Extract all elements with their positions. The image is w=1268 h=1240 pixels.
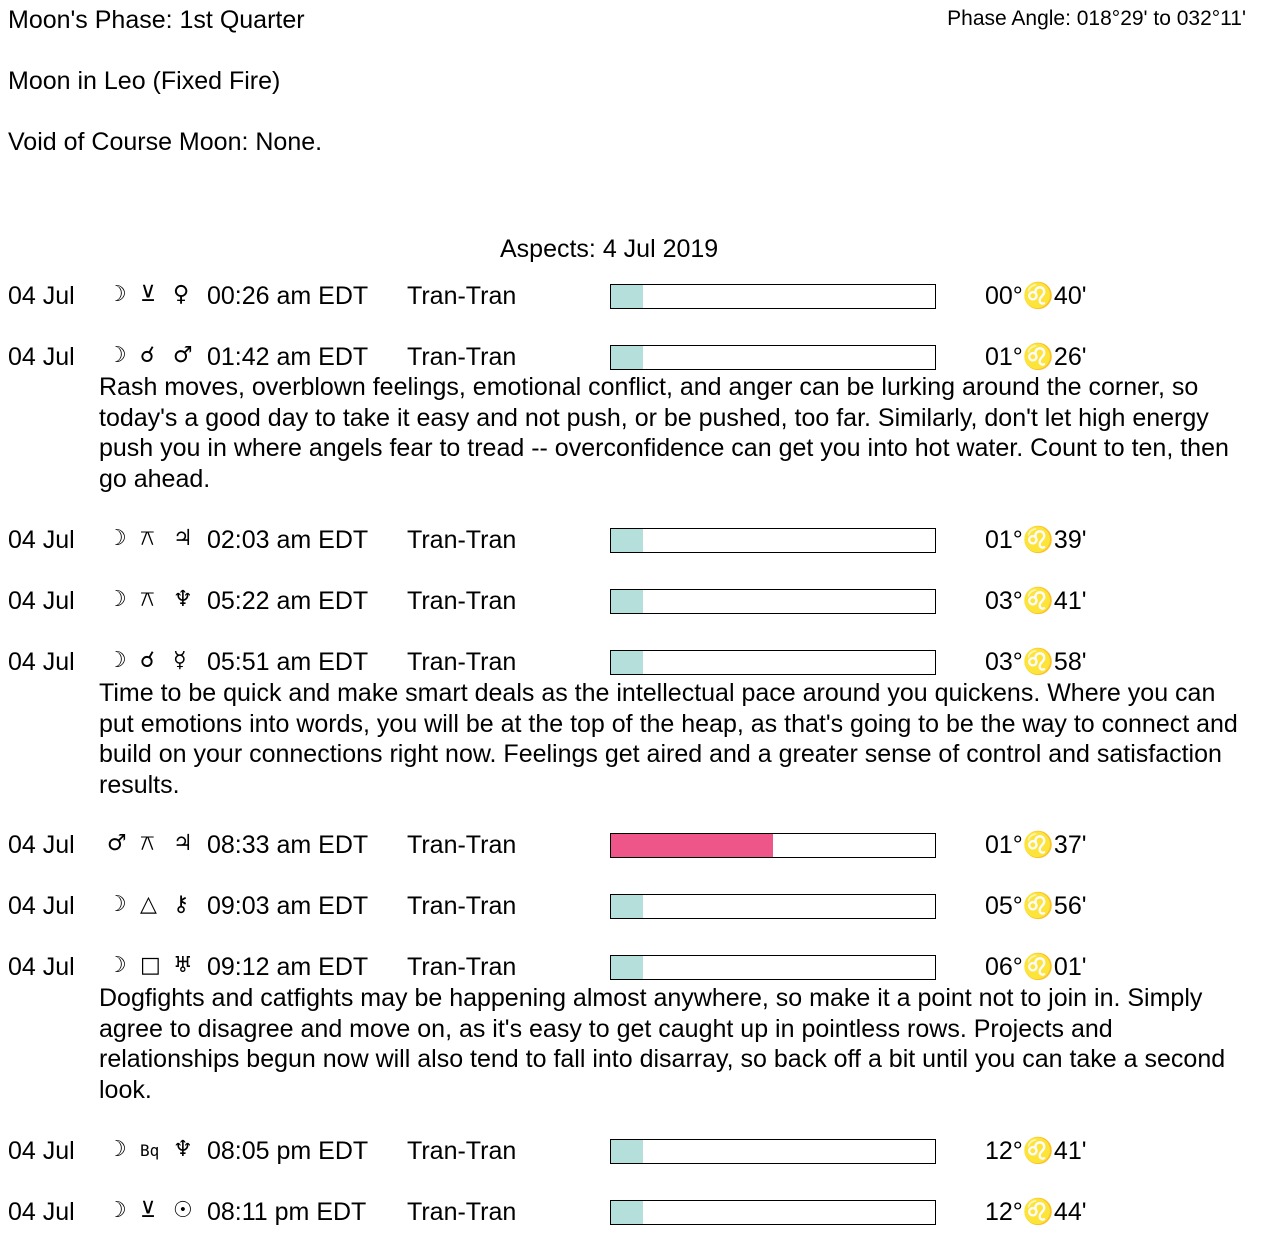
phase-angle-label: Phase Angle: 018°29' to 032°11' [947,7,1246,30]
aspect-position: 03°♌58' [985,648,1087,676]
strength-bar [610,1139,936,1164]
moon-sign-label: Moon in Leo (Fixed Fire) [8,67,281,95]
aspect-time: 01:42 am EDT [207,343,369,371]
aspect-position: 12°♌41' [985,1137,1087,1165]
aspect-position: 12°♌44' [985,1198,1087,1226]
aspect-glyphs [107,1139,206,1161]
aspect-row [0,894,1268,924]
aspect-time: 05:51 am EDT [207,648,369,676]
moon-icon: ☽ [107,1198,127,1223]
aspect-position: 06°♌01' [985,953,1087,981]
mars-icon: ♂ [107,831,127,856]
aspect-time: 05:22 am EDT [207,587,369,615]
aspect-glyphs [107,345,206,367]
aspect-description: Rash moves, overblown feelings, emotional conflict, and anger can be lurking around the corner, so today's a good day to take it easy and not push, or be pushed, too far. Similarly, don't let high energy push you in where angels fear to tread -- overconfidence can get you into hot water. Count to ten, then go ahead. [99,373,1229,493]
aspect-type: Tran-Tran [407,831,517,859]
aspect-glyphs [107,955,206,977]
strength-bar [610,284,936,309]
aspect-position: 01°♌37' [985,831,1087,859]
aspect-position: 01°♌39' [985,526,1087,554]
aspect-date: 04 Jul [8,892,75,920]
aspect-time: 08:33 am EDT [207,831,369,859]
aspect-glyphs [107,833,206,855]
aspect-time: 08:11 pm EDT [207,1198,367,1226]
aspect-date: 04 Jul [8,587,75,615]
chiron-icon: ⚷ [173,892,190,917]
strength-bar-fill [611,1140,643,1163]
aspect-type: Tran-Tran [407,1137,517,1165]
jupiter-icon: ♃ [173,831,193,856]
conjunction-icon: ☌ [140,648,155,673]
aspect-glyphs [107,528,206,550]
mars-icon: ♂ [173,343,193,368]
aspect-position: 05°♌56' [985,892,1087,920]
jupiter-icon: ♃ [173,526,193,551]
aspect-row [0,589,1268,619]
moon-phase-label: Moon's Phase: 1st Quarter [8,6,305,34]
venus-icon: ♀ [173,282,190,307]
aspect-time: 02:03 am EDT [207,526,369,554]
sun-icon: ☉ [173,1198,193,1223]
quincunx-icon: ⚻ [140,526,155,551]
strength-bar-fill [611,529,643,552]
mercury-icon: ☿ [173,648,187,673]
moon-icon: ☽ [107,526,127,551]
strength-bar-fill [611,1201,643,1224]
strength-bar-fill [611,651,643,674]
aspect-glyphs [107,894,206,916]
strength-bar-fill [611,834,773,857]
moon-icon: ☽ [107,343,127,368]
strength-bar [610,1200,936,1225]
uranus-icon: ♅ [173,953,193,978]
moon-icon: ☽ [107,587,127,612]
aspect-type: Tran-Tran [407,526,517,554]
strength-bar [610,345,936,370]
aspect-type: Tran-Tran [407,1198,517,1226]
moon-icon: ☽ [107,648,127,673]
aspect-row [0,833,1268,863]
aspect-time: 09:12 am EDT [207,953,369,981]
aspect-time: 08:05 pm EDT [207,1137,369,1165]
aspect-type: Tran-Tran [407,953,517,981]
strength-bar [610,833,936,858]
strength-bar-fill [611,346,643,369]
strength-bar-fill [611,590,643,613]
aspect-date: 04 Jul [8,648,75,676]
aspect-row [0,528,1268,558]
aspect-row [0,1139,1268,1169]
aspect-glyphs [107,589,206,611]
aspect-date: 04 Jul [8,343,75,371]
trine-icon: △ [140,892,157,917]
conjunction-icon: ☌ [140,343,155,368]
aspect-description: Time to be quick and make smart deals as the intellectual pace around you quickens. Where you can put emotions into words, you will be at the top of the heap, as that's going to be the way to connect and build on your connections right now. Feelings get aired and a greater sense of control and satisfaction results. [99,679,1238,799]
quincunx-icon: ⚻ [140,831,155,856]
neptune-icon: ♆ [173,587,193,612]
void-of-course-label: Void of Course Moon: None. [8,128,323,156]
aspect-row [0,955,1268,985]
aspect-date: 04 Jul [8,953,75,981]
semisextile-icon: ⊻ [140,282,157,307]
aspect-row [0,1200,1268,1230]
aspect-date: 04 Jul [8,831,75,859]
moon-icon: ☽ [107,892,127,917]
aspect-date: 04 Jul [8,282,75,310]
aspect-position: 01°♌26' [985,343,1087,371]
semisextile-icon: ⊻ [140,1198,157,1223]
strength-bar [610,528,936,553]
strength-bar [610,589,936,614]
aspect-description: Dogfights and catfights may be happening almost anywhere, so make it a point not to join in. Simply agree to disagree and move on, as it's easy to get caught up in pointless rows. Projects and relationships begun now will also tend to fall into disarray, so back off a bit until you can take a second look. [99,984,1226,1104]
aspect-glyphs [107,284,206,306]
aspect-position: 03°♌41' [985,587,1087,615]
moon-icon: ☽ [107,953,127,978]
aspect-time: 00:26 am EDT [207,282,369,310]
moon-icon: ☽ [107,1137,127,1162]
aspects-title: Aspects: 4 Jul 2019 [500,235,719,263]
aspect-type: Tran-Tran [407,282,517,310]
aspect-row [0,345,1268,375]
aspect-type: Tran-Tran [407,648,517,676]
aspect-date: 04 Jul [8,1137,75,1165]
biquintile-icon: Bq [140,1141,160,1160]
aspect-position: 00°♌40' [985,282,1087,310]
aspect-type: Tran-Tran [407,587,517,615]
aspect-time: 09:03 am EDT [207,892,369,920]
strength-bar [610,955,936,980]
aspect-glyphs [107,650,206,672]
strength-bar-fill [611,956,643,979]
strength-bar-fill [611,285,643,308]
strength-bar-fill [611,895,643,918]
strength-bar [610,650,936,675]
aspect-row [0,284,1268,314]
square-icon: □ [140,953,161,978]
strength-bar [610,894,936,919]
aspect-date: 04 Jul [8,1198,75,1226]
aspect-date: 04 Jul [8,526,75,554]
neptune-icon: ♆ [173,1137,193,1162]
aspect-type: Tran-Tran [407,892,517,920]
aspect-row [0,650,1268,680]
moon-icon: ☽ [107,282,127,307]
quincunx-icon: ⚻ [140,587,155,612]
aspect-type: Tran-Tran [407,343,517,371]
aspect-glyphs [107,1200,206,1222]
